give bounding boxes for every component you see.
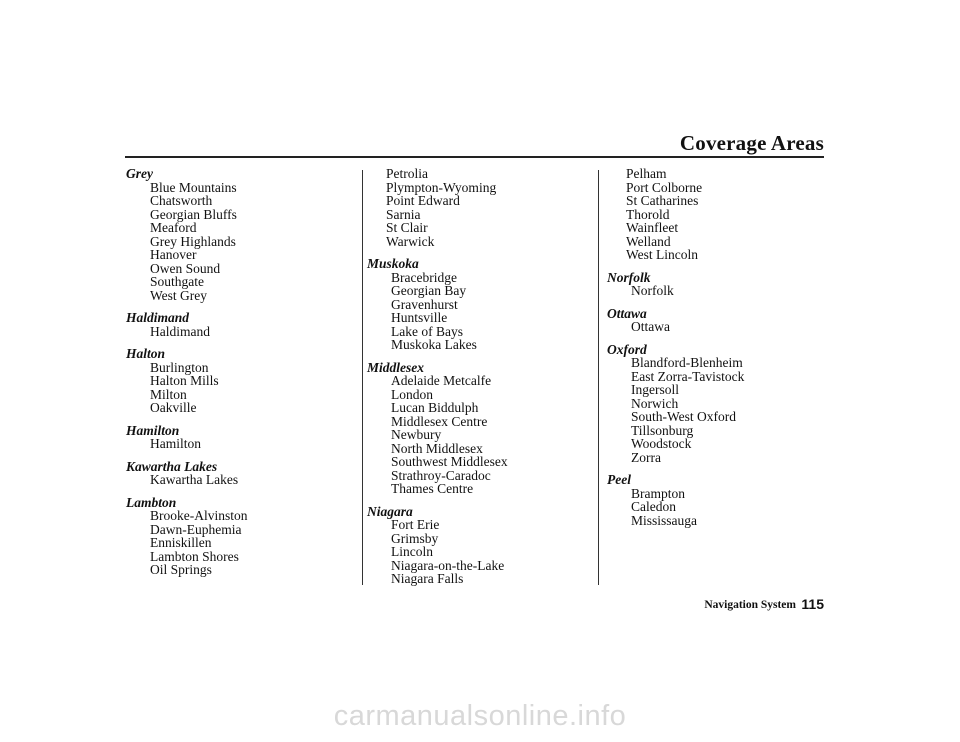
place-name: Hanover xyxy=(150,247,197,262)
watermark: carmanualsonline.info xyxy=(333,700,627,732)
place-name: St Catharines xyxy=(626,193,699,208)
place-name: Southgate xyxy=(150,274,204,289)
place-name: Owen Sound xyxy=(150,260,221,276)
place-name: Sarnia xyxy=(386,206,421,222)
place-name: Mississauga xyxy=(631,512,698,528)
place-name: Strathroy-Caradoc xyxy=(391,467,491,483)
place-name: St Clair xyxy=(386,220,428,235)
region-group xyxy=(126,167,248,302)
place-name: Zorra xyxy=(631,449,661,465)
region-heading: Norfolk xyxy=(607,269,651,285)
region-group xyxy=(607,307,744,334)
region-heading: Lambton xyxy=(126,494,177,510)
coverage-column-2 xyxy=(367,167,508,586)
place-name: Grey Highlands xyxy=(150,233,236,249)
region-heading: Kawartha Lakes xyxy=(126,458,218,474)
place-name: Kawartha Lakes xyxy=(150,472,239,487)
place-name: Thorold xyxy=(626,206,670,222)
place-name: Thames Centre xyxy=(391,481,474,496)
region-heading: Grey xyxy=(126,166,153,181)
place-name: Chatsworth xyxy=(150,193,213,208)
region-heading: Peel xyxy=(607,472,631,487)
region-group xyxy=(126,496,248,577)
continued-place-list xyxy=(367,167,508,248)
place-name: Georgian Bay xyxy=(391,283,467,298)
place-name: Haldimand xyxy=(150,323,210,339)
place-name: Adelaide Metcalfe xyxy=(391,373,492,388)
region-group xyxy=(367,257,508,352)
place-name: Ingersoll xyxy=(631,382,679,397)
region-group xyxy=(367,361,508,496)
region-group xyxy=(126,460,248,487)
place-name: Norfolk xyxy=(631,283,674,298)
page-title: Coverage Areas xyxy=(679,131,824,155)
region-group xyxy=(367,505,508,586)
continued-place-list xyxy=(607,167,744,262)
place-name: Milton xyxy=(150,386,187,402)
place-name: Pelham xyxy=(626,166,667,181)
region-group xyxy=(607,473,744,527)
place-name: Dawn-Euphemia xyxy=(150,521,242,537)
place-name: Oil Springs xyxy=(150,562,212,577)
region-heading: Oxford xyxy=(607,341,647,357)
column-divider xyxy=(362,170,363,585)
place-name: Middlesex Centre xyxy=(391,413,488,429)
region-heading: Niagara xyxy=(367,503,413,519)
place-name: Georgian Bluffs xyxy=(150,206,237,222)
region-heading: Ottawa xyxy=(607,305,647,321)
header-rule xyxy=(125,156,824,158)
coverage-column-3 xyxy=(607,167,744,527)
place-name: Petrolia xyxy=(386,166,428,181)
place-name: East Zorra-Tavistock xyxy=(631,368,745,384)
place-name: Muskoka Lakes xyxy=(391,337,477,352)
region-heading: Middlesex xyxy=(367,359,424,375)
region-group xyxy=(126,347,248,415)
place-name: Fort Erie xyxy=(391,517,440,532)
place-name: Enniskillen xyxy=(150,535,212,550)
column-divider xyxy=(598,170,599,585)
place-name: Grimsby xyxy=(391,530,439,546)
place-name: Port Colborne xyxy=(626,179,703,195)
place-name: Oakville xyxy=(150,400,197,415)
page-number: 115 xyxy=(801,596,824,612)
place-name: Brooke-Alvinston xyxy=(150,508,248,523)
region-heading: Muskoka xyxy=(367,256,419,271)
place-name: Blandford-Blenheim xyxy=(631,355,743,370)
place-name: Lincoln xyxy=(391,544,433,559)
place-name: Huntsville xyxy=(391,310,448,325)
place-name: Lake of Bays xyxy=(391,323,463,339)
place-name: Welland xyxy=(626,233,671,249)
place-name: Bracebridge xyxy=(391,269,457,285)
place-name: Blue Mountains xyxy=(150,179,237,195)
place-name: Niagara Falls xyxy=(391,571,464,586)
place-name: Tillsonburg xyxy=(631,422,694,438)
place-name: Lucan Biddulph xyxy=(391,400,479,415)
place-name: Southwest Middlesex xyxy=(391,454,508,469)
region-heading: Haldimand xyxy=(126,310,190,325)
place-name: Woodstock xyxy=(631,436,692,451)
place-name: London xyxy=(391,386,433,402)
place-name: Hamilton xyxy=(150,436,201,451)
place-name: Caledon xyxy=(631,499,676,514)
place-name: Halton Mills xyxy=(150,373,219,388)
place-name: Wainfleet xyxy=(626,220,679,235)
region-heading: Hamilton xyxy=(126,422,180,438)
place-name: West Lincoln xyxy=(626,247,699,262)
place-name: Plympton-Wyoming xyxy=(386,179,497,195)
place-name: Burlington xyxy=(150,359,209,375)
region-group xyxy=(126,424,248,451)
place-name: North Middlesex xyxy=(391,440,483,456)
place-name: Gravenhurst xyxy=(391,296,458,312)
place-name: Norwich xyxy=(631,395,679,411)
place-name: Lambton Shores xyxy=(150,548,239,564)
place-name: West Grey xyxy=(150,287,208,303)
region-group xyxy=(126,311,248,338)
place-name: Brampton xyxy=(631,485,685,501)
place-name: Niagara-on-the-Lake xyxy=(391,557,505,573)
place-name: Meaford xyxy=(150,220,197,235)
place-name: Ottawa xyxy=(631,319,670,334)
place-name: Newbury xyxy=(391,427,442,442)
place-name: Warwick xyxy=(386,233,435,249)
place-name: Point Edward xyxy=(386,193,460,208)
footer-label: Navigation System xyxy=(704,599,796,611)
region-heading: Halton xyxy=(126,346,166,361)
region-group xyxy=(607,271,744,298)
place-name: South-West Oxford xyxy=(631,409,737,424)
region-group xyxy=(607,343,744,465)
coverage-column-1 xyxy=(126,167,248,577)
